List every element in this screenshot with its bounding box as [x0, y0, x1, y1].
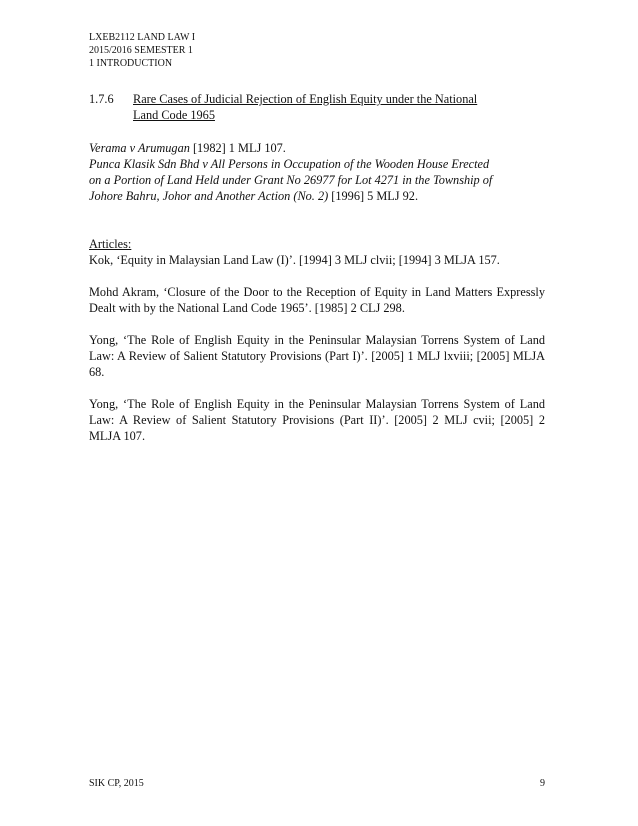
case-name: Johore Bahru, Johor and Another Action (No. 2): [89, 189, 329, 203]
page-body: [89, 91, 545, 444]
page-number: 9: [540, 778, 545, 789]
section-title: [133, 91, 477, 123]
case-citation: [89, 140, 545, 156]
case-list: [89, 140, 545, 204]
case-citation: [89, 156, 545, 204]
case-name: Punca Klasik Sdn Bhd v All Persons in Occupation of the Wooden House Erected: [89, 157, 490, 171]
article-reference: Yong, ‘The Role of English Equity in the Peninsular Malaysian Torrens System of Land Law: A Review of Salient Statutory Provisions (Part II)’. [2005] 2 MLJ cvii; [2005] 2 MLJA 107.: [89, 397, 545, 443]
article-reference: Yong, ‘The Role of English Equity in the Peninsular Malaysian Torrens System of Land Law: A Review of Salient Statutory Provisions (Part I)’. [2005] 1 MLJ lxviii; [2005] MLJA 68.: [89, 333, 545, 379]
case-report: [1996] 5 MLJ 92.: [328, 189, 419, 203]
case-name: on a Portion of Land Held under Grant No 26977 for Lot 4271 in the Township of: [89, 173, 493, 187]
chapter: 1 INTRODUCTION: [89, 58, 173, 69]
case-report: [1982] 1 MLJ 107.: [189, 141, 286, 155]
semester: 2015/2016 SEMESTER 1: [89, 45, 193, 56]
page-header: [89, 31, 195, 70]
case-name: Verama v Arumugan: [89, 141, 190, 155]
footer-source: SIK CP, 2015: [89, 778, 144, 789]
articles-section: [89, 236, 545, 444]
page-footer: [89, 778, 545, 789]
section-number: 1.7.6: [89, 92, 114, 106]
article-reference: Mohd Akram, ‘Closure of the Door to the Reception of Equity in Land Matters Expressly Dealt with by the National Land Code 1965’. [1985] 2 CLJ 298.: [89, 285, 545, 315]
course-code: LXEB2112 LAND LAW I: [89, 32, 196, 43]
articles-label: Articles:: [89, 237, 132, 251]
section-title-line: Rare Cases of Judicial Rejection of English Equity under the National: [133, 92, 478, 106]
section-heading: [89, 91, 545, 123]
section-title-line: Land Code 1965: [133, 108, 215, 122]
article-reference: Kok, ‘Equity in Malaysian Land Law (I)’. [1994] 3 MLJ clvii; [1994] 3 MLJA 157.: [89, 253, 500, 267]
